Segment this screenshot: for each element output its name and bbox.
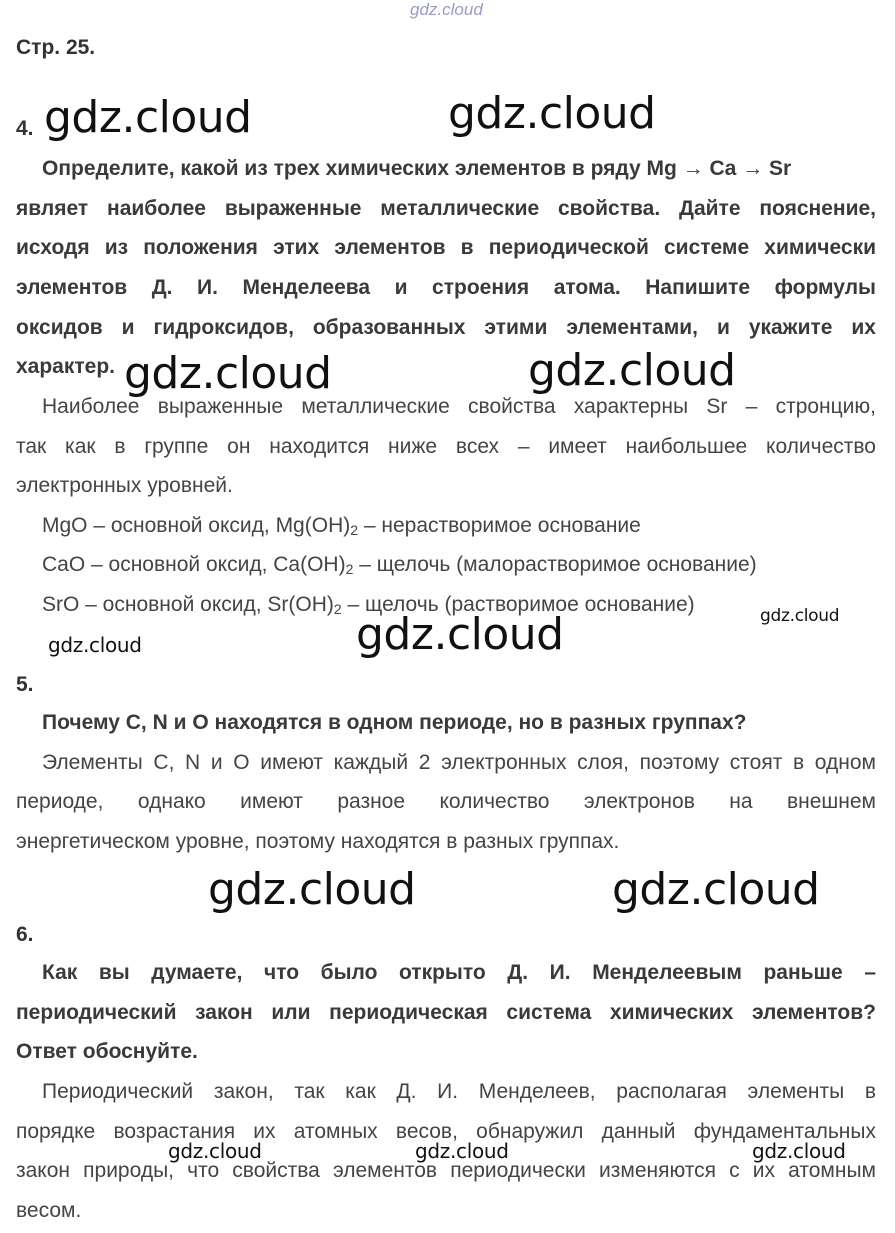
watermark: gdz.cloud xyxy=(528,345,736,396)
task-4-answer-line: так как в группе он находится ниже всех – имеет наибольшее количество xyxy=(16,435,876,458)
task-6-number: 6. xyxy=(16,923,34,946)
task-4-question-line: исходя из положения этих элементов в периодической системе химически xyxy=(16,236,876,259)
task-5-question: Почему C, N и O находятся в одном периоде, но в разных группах? xyxy=(42,711,747,734)
task-4-number: 4. xyxy=(16,117,34,140)
task-6-answer-line: порядке возрастания их атомных весов, обнаружил данный фундаментальных xyxy=(16,1120,876,1143)
task-6-answer-line: закон природы, что свойства элементов периодически изменяются с их атомным xyxy=(16,1159,876,1182)
watermark: gdz.cloud xyxy=(415,1139,509,1163)
task-6-answer-line: Периодический закон, так как Д. И. Менделеев, располагая элементы в xyxy=(42,1080,876,1103)
watermark: gdz.cloud xyxy=(48,633,142,657)
task-6-question-line: периодический закон или периодическая система химических элементов? xyxy=(16,1001,876,1024)
watermark: gdz.cloud xyxy=(448,88,656,139)
task-4-question-line: характер. xyxy=(16,355,116,378)
task-4-answer-line: Наиболее выраженные металлические свойства характерны Sr – стронцию, xyxy=(42,395,876,418)
watermark: gdz.cloud xyxy=(356,609,564,660)
watermark: gdz.cloud xyxy=(208,864,416,915)
watermark: gdz.cloud xyxy=(124,348,332,399)
task-4-answer-line: электронных уровней. xyxy=(16,474,233,497)
task-5-number: 5. xyxy=(16,673,34,696)
watermark: gdz.cloud xyxy=(44,92,252,143)
watermark-top: gdz.cloud xyxy=(410,0,483,19)
watermark: gdz.cloud xyxy=(752,1139,846,1163)
watermark: gdz.cloud xyxy=(168,1139,262,1163)
task-5-answer-line: энергетическом уровне, поэтому находятся в разных группах. xyxy=(16,830,620,853)
compound-line-mg: MgO – основной оксид, $Mg(OH)_2$ – нерастворимое основание xyxy=(42,514,641,538)
task-6-answer-line: весом. xyxy=(16,1199,82,1222)
watermark: gdz.cloud xyxy=(612,864,820,915)
compound-line-sr: SrO – основной оксид, $Sr(OH)_2$ – щелочь (растворимое основание) xyxy=(42,593,695,617)
task-6-question-line: Ответ обоснуйте. xyxy=(16,1040,198,1063)
compound-line-ca: CaO – основной оксид, $Ca(OH)_2$ – щелочь (малорастворимое основание) xyxy=(42,553,757,577)
task-6-question-line: Как вы думаете, что было открыто Д. И. Менделеевым раньше – xyxy=(42,961,876,984)
task-4-question-line: оксидов и гидроксидов, образованных этими элементами, и укажите их xyxy=(16,316,876,339)
task-5-answer-line: Элементы C, N и O имеют каждый 2 электронных слоя, поэтому стоят в одном xyxy=(42,751,876,774)
task-4-question-line: элементов Д. И. Менделеева и строения атома. Напишите формулы xyxy=(16,276,876,299)
task-5-answer-line: периоде, однако имеют разное количество электронов на внешнем xyxy=(16,790,876,813)
task-4-question-line: являет наиболее выраженные металлические свойства. Дайте пояснение, xyxy=(16,197,876,220)
task-4-question-line: Определите, какой из трех химических элементов в ряду Mg → Ca → Sr xyxy=(42,157,792,180)
page-reference: Стр. 25. xyxy=(16,36,96,59)
watermark: gdz.cloud xyxy=(760,606,840,626)
